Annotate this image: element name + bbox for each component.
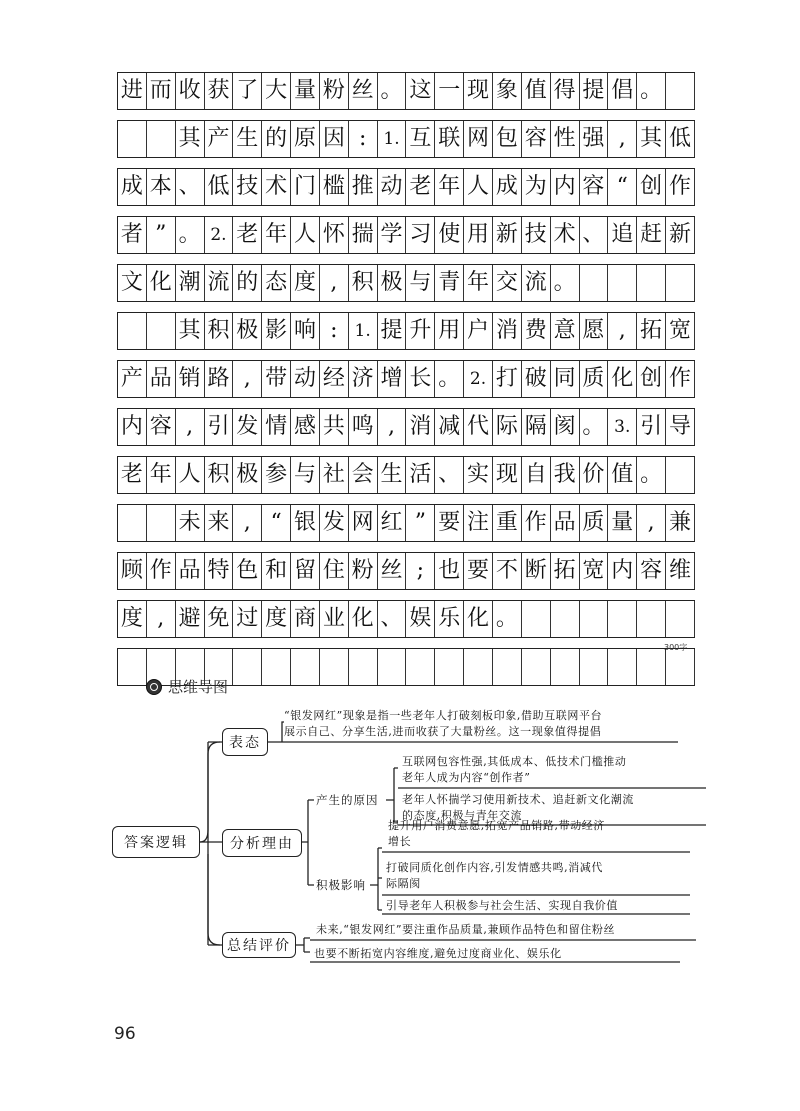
grid-cell <box>551 601 580 637</box>
grid-cell: 阂 <box>551 409 580 445</box>
grid-cell: 化 <box>349 601 378 637</box>
grid-cell: 为 <box>522 169 551 205</box>
grid-cell: 发 <box>233 409 262 445</box>
grid-cell: ; <box>406 553 435 589</box>
grid-cell: 提 <box>378 313 407 349</box>
grid-cell <box>118 313 147 349</box>
grid-cell: 的 <box>233 265 262 301</box>
grid-cell: 销 <box>176 361 205 397</box>
sub-impacts: 积极影响 <box>316 878 366 892</box>
grid-cell: 现 <box>493 457 522 493</box>
grid-cell: 、 <box>435 457 464 493</box>
grid-cell: 作 <box>666 169 695 205</box>
grid-cell: 作 <box>147 553 176 589</box>
grid-cell: 流 <box>205 265 234 301</box>
grid-cell: 青 <box>435 265 464 301</box>
grid-cell <box>608 649 637 685</box>
grid-cell <box>147 505 176 541</box>
grid-cell: 化 <box>147 265 176 301</box>
grid-cell: 不 <box>493 553 522 589</box>
grid-cell: 价 <box>580 457 609 493</box>
grid-cell: 创 <box>637 169 666 205</box>
grid-cell: 导 <box>666 409 695 445</box>
grid-cell: 与 <box>406 265 435 301</box>
grid-cell: 也 <box>435 553 464 589</box>
grid-cell: 业 <box>320 601 349 637</box>
grid-cell: 新 <box>493 217 522 253</box>
grid-cell: 免 <box>205 601 234 637</box>
grid-cell: 槛 <box>320 169 349 205</box>
grid-cell: 打 <box>493 361 522 397</box>
grid-cell: 。 <box>637 457 666 493</box>
summary1: 未来,“银发网红”要注重作品质量,兼顾作品特色和留住粉丝 <box>316 923 616 936</box>
grid-cell: 联 <box>435 121 464 157</box>
mindmap-title: 思维导图 <box>168 678 229 696</box>
grid-cell: 术 <box>551 217 580 253</box>
grid-cell: 影 <box>262 313 291 349</box>
grid-cell: 值 <box>522 73 551 109</box>
grid-cell <box>147 313 176 349</box>
grid-cell <box>464 649 493 685</box>
grid-cell: 容 <box>522 121 551 157</box>
grid-cell: 宽 <box>666 313 695 349</box>
grid-cell: 术 <box>262 169 291 205</box>
grid-cell: 技 <box>522 217 551 253</box>
grid-cell: 这 <box>406 73 435 109</box>
grid-cell: 内 <box>608 553 637 589</box>
grid-cell: 用 <box>464 217 493 253</box>
grid-cell: 其 <box>637 121 666 157</box>
grid-cell: 情 <box>262 409 291 445</box>
grid-cell: 包 <box>493 121 522 157</box>
grid-cell: 红 <box>378 505 407 541</box>
grid-cell <box>551 649 580 685</box>
grid-cell: 品 <box>551 505 580 541</box>
grid-cell: 带 <box>262 361 291 397</box>
grid-cell: 交 <box>493 265 522 301</box>
grid-cell <box>118 505 147 541</box>
grid-cell: 鸣 <box>349 409 378 445</box>
grid-cell: 极 <box>233 457 262 493</box>
grid-cell: 3. <box>608 409 637 445</box>
grid-cell: 老 <box>233 217 262 253</box>
grid-cell: 断 <box>522 553 551 589</box>
grid-cell: 未 <box>176 505 205 541</box>
grid-cell: 动 <box>291 361 320 397</box>
grid-cell: 度 <box>118 601 147 637</box>
grid-row <box>117 552 695 590</box>
grid-cell: 实 <box>464 457 493 493</box>
grid-row <box>117 72 695 110</box>
grid-cell: 住 <box>320 553 349 589</box>
grid-cell: 进 <box>118 73 147 109</box>
grid-cell: 创 <box>637 361 666 397</box>
grid-cell: 丝 <box>378 553 407 589</box>
grid-cell: 生 <box>233 121 262 157</box>
word-count-marker: 300字 <box>664 643 688 652</box>
grid-cell: 低 <box>666 121 695 157</box>
grid-cell: 代 <box>464 409 493 445</box>
grid-cell: 量 <box>608 505 637 541</box>
grid-cell: 了 <box>233 73 262 109</box>
grid-cell: 成 <box>118 169 147 205</box>
reason1-line1: 互联网包容性强,其低成本、低技术门槛推动 <box>402 755 627 768</box>
grid-cell: 文 <box>118 265 147 301</box>
grid-cell: , <box>176 409 205 445</box>
grid-cell: 消 <box>406 409 435 445</box>
grid-cell: 会 <box>349 457 378 493</box>
grid-cell: 品 <box>147 361 176 397</box>
grid-cell: 响 <box>291 313 320 349</box>
grid-cell: 自 <box>522 457 551 493</box>
grid-cell: 品 <box>176 553 205 589</box>
grid-cell: 乐 <box>435 601 464 637</box>
grid-cell: 推 <box>349 169 378 205</box>
grid-cell: 内 <box>551 169 580 205</box>
grid-cell: 娱 <box>406 601 435 637</box>
grid-cell: 特 <box>205 553 234 589</box>
grid-cell: 长 <box>406 361 435 397</box>
grid-cell: 1. <box>378 121 407 157</box>
grid-cell: 破 <box>522 361 551 397</box>
grid-cell: 动 <box>378 169 407 205</box>
grid-cell <box>580 649 609 685</box>
grid-cell: 。 <box>551 265 580 301</box>
grid-cell: 提 <box>580 73 609 109</box>
grid-cell: 容 <box>580 169 609 205</box>
grid-cell <box>637 649 666 685</box>
grid-cell: 倡 <box>608 73 637 109</box>
grid-cell <box>666 457 695 493</box>
branch-zongjie: 总结评价 <box>222 932 296 958</box>
sub-reasons: 产生的原因 <box>316 793 379 807</box>
grid-cell <box>291 649 320 685</box>
grid-cell: 赶 <box>637 217 666 253</box>
connector-reasons <box>386 768 398 822</box>
grid-cell: 而 <box>147 73 176 109</box>
connector-zongjie <box>296 938 310 952</box>
grid-cell: 积 <box>205 457 234 493</box>
grid-cell: 费 <box>522 313 551 349</box>
grid-row <box>117 216 695 254</box>
grid-cell: 化 <box>608 361 637 397</box>
grid-cell <box>580 601 609 637</box>
grid-cell: 追 <box>608 217 637 253</box>
mindmap-heading <box>146 676 228 697</box>
grid-cell: 质 <box>580 361 609 397</box>
grid-cell: 成 <box>493 169 522 205</box>
impact1-line1: 提升用户消费意愿,拓宽产品销路,带动经济 <box>388 819 605 832</box>
grid-cell: 其 <box>176 313 205 349</box>
grid-cell: 户 <box>464 313 493 349</box>
grid-cell: 产 <box>205 121 234 157</box>
grid-cell: 消 <box>493 313 522 349</box>
grid-cell: 色 <box>233 553 262 589</box>
grid-cell: 。 <box>637 73 666 109</box>
grid-cell: 人 <box>464 169 493 205</box>
grid-cell: 共 <box>320 409 349 445</box>
grid-cell <box>118 121 147 157</box>
grid-cell: 用 <box>435 313 464 349</box>
grid-cell: 经 <box>320 361 349 397</box>
page-number: 96 <box>114 1024 136 1044</box>
grid-cell: 大 <box>262 73 291 109</box>
grid-cell: 质 <box>580 505 609 541</box>
grid-cell: 际 <box>493 409 522 445</box>
grid-cell: 度 <box>262 601 291 637</box>
connector-root-branches <box>200 742 222 945</box>
grid-cell: 社 <box>320 457 349 493</box>
grid-cell <box>637 601 666 637</box>
grid-cell <box>666 601 695 637</box>
grid-cell: 拓 <box>637 313 666 349</box>
grid-cell: 老 <box>406 169 435 205</box>
grid-row <box>117 600 695 638</box>
grid-cell: 者 <box>118 217 147 253</box>
grid-cell <box>435 649 464 685</box>
grid-cell: , <box>233 361 262 397</box>
connector-fenxi <box>302 800 314 885</box>
grid-cell: 和 <box>262 553 291 589</box>
grid-cell: 年 <box>435 169 464 205</box>
grid-cell: 与 <box>291 457 320 493</box>
branch-biaotai: 表态 <box>222 728 268 756</box>
grid-cell: 济 <box>349 361 378 397</box>
impact2-line2: 际隔阂 <box>386 877 421 890</box>
grid-cell: 极 <box>233 313 262 349</box>
grid-cell: 容 <box>147 409 176 445</box>
grid-cell: 怀 <box>320 217 349 253</box>
grid-cell: 流 <box>522 265 551 301</box>
grid-cell: 。 <box>580 409 609 445</box>
reason2-line2: 的态度,积极与青年交流 <box>402 809 523 822</box>
grid-cell: 化 <box>464 601 493 637</box>
grid-cell: 强 <box>580 121 609 157</box>
grid-cell: 收 <box>176 73 205 109</box>
grid-cell: 、 <box>378 601 407 637</box>
grid-cell: 路 <box>205 361 234 397</box>
grid-cell: 来 <box>205 505 234 541</box>
grid-cell: 网 <box>464 121 493 157</box>
grid-cell: 避 <box>176 601 205 637</box>
grid-row <box>117 120 695 158</box>
grid-cell: 内 <box>118 409 147 445</box>
grid-cell: 引 <box>205 409 234 445</box>
grid-cell: 发 <box>320 505 349 541</box>
grid-cell <box>406 649 435 685</box>
grid-cell: 拓 <box>551 553 580 589</box>
grid-cell <box>378 649 407 685</box>
grid-cell: 原 <box>291 121 320 157</box>
biaotai-text-line1: “银发网红”现象是指一些老年人打破刻板印象,借助互联网平台 <box>284 709 603 722</box>
grid-cell: 本 <box>147 169 176 205</box>
grid-cell: 同 <box>551 361 580 397</box>
grid-cell <box>522 601 551 637</box>
grid-cell: 性 <box>551 121 580 157</box>
grid-cell: 感 <box>291 409 320 445</box>
grid-cell: 学 <box>378 217 407 253</box>
grid-cell: 年 <box>262 217 291 253</box>
grid-cell: 兼 <box>666 505 695 541</box>
grid-cell: 揣 <box>349 217 378 253</box>
grid-cell: 互 <box>406 121 435 157</box>
grid-cell: 生 <box>378 457 407 493</box>
grid-cell: , <box>608 313 637 349</box>
grid-cell: 我 <box>551 457 580 493</box>
grid-cell: 因 <box>320 121 349 157</box>
grid-cell: 、 <box>580 217 609 253</box>
grid-cell: 极 <box>378 265 407 301</box>
grid-cell: “ <box>608 169 637 205</box>
grid-cell: 人 <box>291 217 320 253</box>
grid-cell: 潮 <box>176 265 205 301</box>
grid-cell: 增 <box>378 361 407 397</box>
grid-cell: 获 <box>205 73 234 109</box>
grid-cell: 门 <box>291 169 320 205</box>
grid-cell: 态 <box>262 265 291 301</box>
grid-row <box>117 312 695 350</box>
grid-cell: 网 <box>349 505 378 541</box>
grid-row <box>117 168 695 206</box>
grid-cell: “ <box>262 505 291 541</box>
grid-cell: : <box>320 313 349 349</box>
grid-cell: 要 <box>435 505 464 541</box>
grid-cell <box>118 649 147 685</box>
grid-row <box>117 456 695 494</box>
grid-cell: 维 <box>666 553 695 589</box>
grid-cell: 重 <box>493 505 522 541</box>
grid-cell: 作 <box>666 361 695 397</box>
grid-cell: 顾 <box>118 553 147 589</box>
mindmap-root: 答案逻辑 <box>112 826 200 858</box>
grid-cell: 粉 <box>349 553 378 589</box>
grid-cell: 年 <box>147 457 176 493</box>
grid-cell: 的 <box>262 121 291 157</box>
grid-cell <box>493 649 522 685</box>
grid-cell <box>320 649 349 685</box>
grid-cell: 作 <box>522 505 551 541</box>
grid-cell: 产 <box>118 361 147 397</box>
grid-cell: 商 <box>291 601 320 637</box>
connector-root-curve <box>200 742 220 945</box>
grid-cell <box>666 649 695 685</box>
grid-cell: , <box>233 505 262 541</box>
grid-cell: , <box>637 505 666 541</box>
connector-impacts <box>370 848 382 910</box>
grid-row <box>117 264 695 302</box>
reason2-line1: 老年人怀揣学习使用新技术、追赶新文化潮流 <box>402 793 634 806</box>
grid-cell: 积 <box>349 265 378 301</box>
grid-cell: 容 <box>637 553 666 589</box>
grid-cell <box>147 121 176 157</box>
grid-cell: 积 <box>205 313 234 349</box>
grid-cell: ” <box>147 217 176 253</box>
grid-cell <box>522 649 551 685</box>
grid-cell: 。 <box>493 601 522 637</box>
branch-fenxi: 分析理由 <box>222 829 302 857</box>
grid-cell: 使 <box>435 217 464 253</box>
grid-cell: 丝 <box>349 73 378 109</box>
grid-cell: 1. <box>349 313 378 349</box>
grid-row <box>117 504 695 542</box>
grid-cell: 2. <box>205 217 234 253</box>
grid-cell: 一 <box>435 73 464 109</box>
grid-cell: 参 <box>262 457 291 493</box>
grid-cell <box>637 265 666 301</box>
grid-cell: , <box>147 601 176 637</box>
grid-cell <box>608 265 637 301</box>
grid-cell <box>608 601 637 637</box>
grid-cell: 老 <box>118 457 147 493</box>
grid-cell <box>666 73 695 109</box>
grid-cell: 得 <box>551 73 580 109</box>
grid-cell: 。 <box>435 361 464 397</box>
grid-cell: ” <box>406 505 435 541</box>
grid-row <box>117 360 695 398</box>
grid-cell: 隔 <box>522 409 551 445</box>
grid-cell: 。 <box>176 217 205 253</box>
biaotai-text-line2: 展示自己、分享生活,进而收获了大量粉丝。这一现象值得提倡 <box>284 725 602 738</box>
grid-cell: , <box>320 265 349 301</box>
grid-cell: 。 <box>378 73 407 109</box>
grid-cell <box>666 265 695 301</box>
grid-cell: 升 <box>406 313 435 349</box>
grid-cell: 、 <box>176 169 205 205</box>
grid-cell: 度 <box>291 265 320 301</box>
grid-cell: 低 <box>205 169 234 205</box>
reason1-line2: 老年人成为内容“创作者” <box>402 771 531 784</box>
grid-cell: 要 <box>464 553 493 589</box>
grid-cell: 留 <box>291 553 320 589</box>
grid-cell: 活 <box>406 457 435 493</box>
grid-cell <box>262 649 291 685</box>
grid-cell: 人 <box>176 457 205 493</box>
grid-cell: 粉 <box>320 73 349 109</box>
grid-cell: 银 <box>291 505 320 541</box>
impact2-line1: 打破同质化创作内容,引发情感共鸣,消减代 <box>386 861 603 874</box>
grid-cell: 量 <box>291 73 320 109</box>
grid-cell: 引 <box>637 409 666 445</box>
grid-cell: 宽 <box>580 553 609 589</box>
impact1-line2: 增长 <box>388 835 412 848</box>
grid-cell <box>580 265 609 301</box>
grid-cell: 年 <box>464 265 493 301</box>
brain-icon <box>146 679 162 695</box>
grid-cell: 减 <box>435 409 464 445</box>
grid-row <box>117 408 695 446</box>
grid-cell: 象 <box>493 73 522 109</box>
grid-cell <box>349 649 378 685</box>
grid-cell: 习 <box>406 217 435 253</box>
grid-cell: 值 <box>608 457 637 493</box>
impact3: 引导老年人积极参与社会生活、实现自我价值 <box>386 899 618 912</box>
grid-cell: 现 <box>464 73 493 109</box>
grid-cell: 过 <box>233 601 262 637</box>
grid-cell <box>233 649 262 685</box>
grid-cell: 技 <box>233 169 262 205</box>
grid-cell: 意 <box>551 313 580 349</box>
grid-cell: 注 <box>464 505 493 541</box>
grid-cell: 愿 <box>580 313 609 349</box>
grid-cell: , <box>378 409 407 445</box>
summary2: 也要不断拓宽内容维度,避免过度商业化、娱乐化 <box>314 947 562 960</box>
grid-cell: 新 <box>666 217 695 253</box>
grid-cell: 2. <box>464 361 493 397</box>
grid-cell: 其 <box>176 121 205 157</box>
grid-cell: : <box>349 121 378 157</box>
grid-cell: , <box>608 121 637 157</box>
